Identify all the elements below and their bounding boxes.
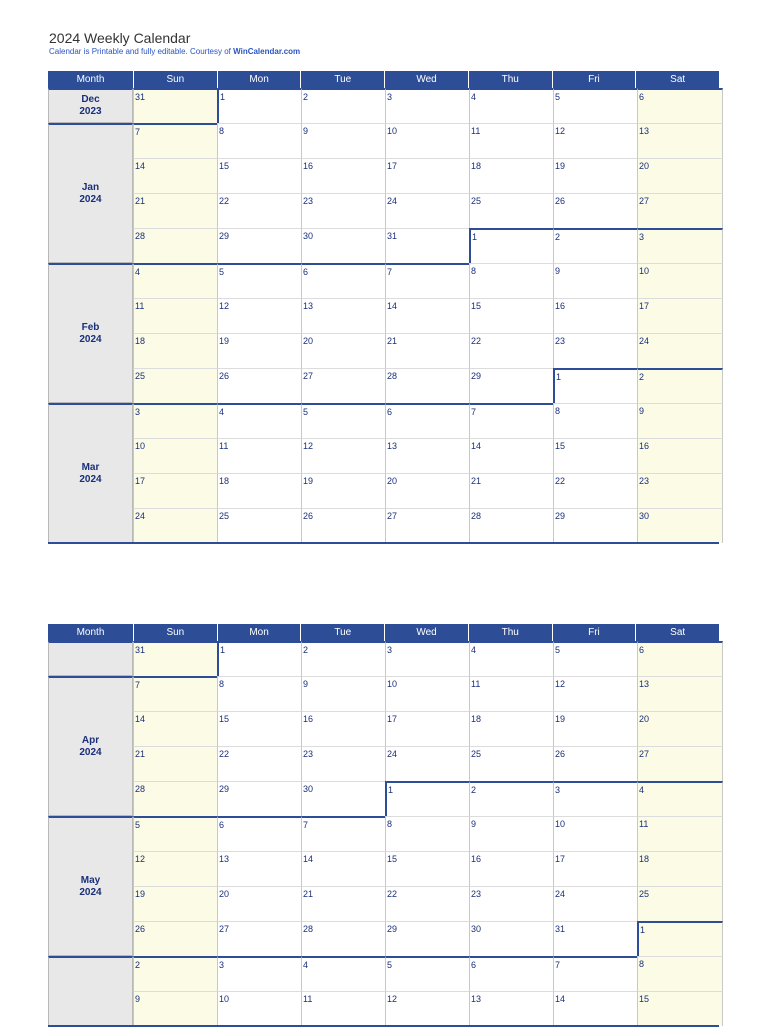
day-cell[interactable]: 8 bbox=[217, 676, 301, 711]
day-cell[interactable]: 28 bbox=[469, 508, 553, 543]
day-cell[interactable]: 29 bbox=[217, 228, 301, 263]
day-cell[interactable]: 23 bbox=[301, 193, 385, 228]
day-cell[interactable]: 8 bbox=[385, 816, 469, 851]
month-year: 2024 bbox=[79, 886, 102, 898]
day-cell[interactable]: 1 bbox=[217, 88, 301, 123]
day-cell[interactable]: 3 bbox=[553, 781, 637, 816]
day-cell[interactable]: 2 bbox=[301, 641, 385, 676]
day-cell[interactable]: 4 bbox=[469, 88, 553, 123]
day-cell[interactable]: 25 bbox=[133, 368, 217, 403]
day-cell[interactable]: 25 bbox=[217, 508, 301, 543]
month-label bbox=[48, 816, 133, 956]
day-cell[interactable]: 12 bbox=[553, 123, 637, 158]
header-thu: Thu bbox=[468, 71, 552, 88]
header-mon: Mon bbox=[217, 624, 301, 641]
day-cell[interactable]: 19 bbox=[217, 333, 301, 368]
day-cell[interactable]: 3 bbox=[133, 403, 217, 438]
day-cell[interactable]: 8 bbox=[553, 403, 637, 438]
day-cell[interactable]: 9 bbox=[637, 403, 723, 438]
day-cell[interactable]: 31 bbox=[133, 641, 217, 676]
day-cell[interactable]: 14 bbox=[301, 851, 385, 886]
day-cell[interactable]: 9 bbox=[469, 816, 553, 851]
day-cell[interactable]: 4 bbox=[301, 956, 385, 991]
day-cell[interactable]: 16 bbox=[637, 438, 723, 473]
day-cell[interactable]: 12 bbox=[301, 438, 385, 473]
day-cell[interactable]: 23 bbox=[469, 886, 553, 921]
month-name: Jan bbox=[81, 181, 100, 193]
page-title: 2024 Weekly Calendar bbox=[49, 30, 191, 46]
header-tue: Tue bbox=[300, 71, 384, 88]
day-cell[interactable]: 29 bbox=[385, 921, 469, 956]
day-cell[interactable]: 30 bbox=[301, 781, 385, 816]
month-label bbox=[48, 88, 133, 123]
header-fri: Fri bbox=[552, 71, 636, 88]
day-cell[interactable]: 13 bbox=[469, 991, 553, 1026]
day-cell[interactable]: 25 bbox=[469, 193, 553, 228]
day-cell[interactable]: 17 bbox=[133, 473, 217, 508]
day-cell[interactable]: 19 bbox=[301, 473, 385, 508]
day-cell[interactable]: 9 bbox=[301, 123, 385, 158]
day-cell[interactable]: 5 bbox=[133, 816, 217, 851]
header-mon: Mon bbox=[217, 71, 301, 88]
month-year: 2024 bbox=[79, 193, 102, 205]
month-label bbox=[48, 641, 133, 676]
calendar-block-q1 bbox=[48, 71, 719, 543]
header-sun: Sun bbox=[133, 624, 217, 641]
day-cell[interactable]: 25 bbox=[637, 886, 723, 921]
day-cell[interactable]: 12 bbox=[385, 991, 469, 1026]
header-tue: Tue bbox=[300, 624, 384, 641]
day-cell[interactable]: 2 bbox=[469, 781, 553, 816]
day-cell[interactable]: 22 bbox=[469, 333, 553, 368]
day-cell[interactable]: 25 bbox=[469, 746, 553, 781]
day-cell[interactable]: 6 bbox=[385, 403, 469, 438]
day-cell[interactable]: 24 bbox=[385, 193, 469, 228]
header-fri: Fri bbox=[552, 624, 636, 641]
day-cell[interactable]: 5 bbox=[553, 641, 637, 676]
month-label bbox=[48, 403, 133, 543]
day-cell[interactable]: 11 bbox=[637, 816, 723, 851]
day-cell[interactable]: 4 bbox=[637, 781, 723, 816]
month-year: 2024 bbox=[79, 473, 102, 485]
header-thu: Thu bbox=[468, 624, 552, 641]
day-cell[interactable]: 19 bbox=[553, 711, 637, 746]
day-cell[interactable]: 10 bbox=[553, 816, 637, 851]
day-cell[interactable]: 26 bbox=[217, 368, 301, 403]
day-cell[interactable]: 18 bbox=[133, 333, 217, 368]
header-sat: Sat bbox=[635, 624, 719, 641]
day-cell[interactable]: 18 bbox=[637, 851, 723, 886]
day-cell[interactable]: 11 bbox=[469, 123, 553, 158]
day-cell[interactable]: 7 bbox=[133, 676, 217, 711]
day-cell[interactable]: 24 bbox=[553, 886, 637, 921]
day-cell[interactable]: 24 bbox=[637, 333, 723, 368]
day-cell[interactable]: 6 bbox=[637, 641, 723, 676]
day-cell[interactable]: 7 bbox=[553, 956, 637, 991]
day-cell[interactable]: 30 bbox=[637, 508, 723, 543]
day-cell[interactable]: 31 bbox=[385, 228, 469, 263]
day-cell[interactable]: 1 bbox=[553, 368, 637, 403]
day-cell[interactable]: 18 bbox=[469, 711, 553, 746]
day-cell[interactable]: 27 bbox=[385, 508, 469, 543]
day-cell[interactable]: 20 bbox=[385, 473, 469, 508]
day-cell[interactable]: 27 bbox=[217, 921, 301, 956]
day-cell[interactable]: 2 bbox=[637, 368, 723, 403]
day-cell[interactable]: 13 bbox=[385, 438, 469, 473]
day-cell[interactable]: 15 bbox=[217, 711, 301, 746]
day-cell[interactable]: 21 bbox=[133, 193, 217, 228]
header-month: Month bbox=[76, 74, 105, 85]
day-cell[interactable]: 22 bbox=[217, 193, 301, 228]
day-cell[interactable]: 5 bbox=[553, 88, 637, 123]
day-cell[interactable]: 8 bbox=[217, 123, 301, 158]
day-cell[interactable]: 9 bbox=[553, 263, 637, 298]
day-cell[interactable]: 18 bbox=[469, 158, 553, 193]
day-cell[interactable]: 1 bbox=[385, 781, 469, 816]
day-cell[interactable]: 6 bbox=[469, 956, 553, 991]
day-cell[interactable]: 18 bbox=[217, 473, 301, 508]
month-name: Feb bbox=[81, 321, 100, 333]
day-cell[interactable]: 3 bbox=[385, 641, 469, 676]
day-cell[interactable]: 21 bbox=[385, 333, 469, 368]
day-cell[interactable]: 16 bbox=[301, 711, 385, 746]
day-cell[interactable]: 20 bbox=[637, 711, 723, 746]
day-cell[interactable]: 23 bbox=[301, 746, 385, 781]
day-cell[interactable]: 24 bbox=[133, 508, 217, 543]
day-cell[interactable]: 11 bbox=[301, 991, 385, 1026]
day-cell[interactable]: 22 bbox=[553, 473, 637, 508]
day-cell[interactable]: 14 bbox=[133, 158, 217, 193]
day-cell[interactable]: 13 bbox=[301, 298, 385, 333]
day-cell[interactable]: 28 bbox=[133, 228, 217, 263]
day-cell[interactable]: 3 bbox=[637, 228, 723, 263]
day-cell[interactable]: 14 bbox=[133, 711, 217, 746]
calendar-grid bbox=[48, 88, 719, 543]
day-cell[interactable]: 6 bbox=[301, 263, 385, 298]
day-cell[interactable]: 14 bbox=[553, 991, 637, 1026]
day-cell[interactable]: 4 bbox=[133, 263, 217, 298]
day-cell[interactable]: 1 bbox=[469, 228, 553, 263]
month-year: 2024 bbox=[79, 746, 102, 758]
month-label bbox=[48, 263, 133, 403]
day-cell[interactable]: 17 bbox=[385, 711, 469, 746]
month-label bbox=[48, 956, 133, 1026]
month-year: 2024 bbox=[79, 333, 102, 345]
day-cell[interactable]: 30 bbox=[469, 921, 553, 956]
day-cell[interactable]: 17 bbox=[637, 298, 723, 333]
month-name: May bbox=[80, 874, 101, 886]
day-cell[interactable]: 19 bbox=[133, 886, 217, 921]
day-cell[interactable]: 15 bbox=[385, 851, 469, 886]
day-cell[interactable]: 12 bbox=[217, 298, 301, 333]
day-cell[interactable]: 3 bbox=[217, 956, 301, 991]
day-cell[interactable]: 23 bbox=[553, 333, 637, 368]
day-cell[interactable]: 2 bbox=[133, 956, 217, 991]
day-cell[interactable]: 20 bbox=[637, 158, 723, 193]
day-cell[interactable]: 10 bbox=[637, 263, 723, 298]
day-cell[interactable]: 12 bbox=[133, 851, 217, 886]
day-cell[interactable]: 26 bbox=[553, 193, 637, 228]
day-cell[interactable]: 7 bbox=[385, 263, 469, 298]
month-label bbox=[48, 676, 133, 816]
day-cell[interactable]: 11 bbox=[133, 298, 217, 333]
month-name: Mar bbox=[81, 461, 100, 473]
day-cell[interactable]: 8 bbox=[469, 263, 553, 298]
day-cell[interactable]: 1 bbox=[217, 641, 301, 676]
day-cell[interactable]: 17 bbox=[553, 851, 637, 886]
day-cell[interactable]: 27 bbox=[301, 368, 385, 403]
day-cell[interactable]: 4 bbox=[217, 403, 301, 438]
day-cell[interactable]: 10 bbox=[385, 123, 469, 158]
day-cell[interactable]: 14 bbox=[385, 298, 469, 333]
month-label bbox=[48, 123, 133, 263]
day-cell[interactable]: 28 bbox=[301, 921, 385, 956]
header-wed: Wed bbox=[384, 624, 468, 641]
grid-bottom-border bbox=[48, 542, 719, 544]
day-cell[interactable]: 17 bbox=[385, 158, 469, 193]
header-sun: Sun bbox=[133, 71, 217, 88]
day-cell[interactable]: 16 bbox=[301, 158, 385, 193]
month-year: 2023 bbox=[79, 106, 102, 117]
day-cell[interactable]: 28 bbox=[133, 781, 217, 816]
day-cell[interactable]: 26 bbox=[133, 921, 217, 956]
day-cell[interactable]: 12 bbox=[553, 676, 637, 711]
page-subtitle bbox=[49, 47, 300, 56]
day-cell[interactable]: 31 bbox=[553, 921, 637, 956]
day-cell[interactable]: 22 bbox=[385, 886, 469, 921]
day-cell[interactable]: 7 bbox=[301, 816, 385, 851]
day-cell[interactable]: 27 bbox=[637, 746, 723, 781]
day-cell[interactable]: 7 bbox=[469, 403, 553, 438]
day-cell[interactable]: 15 bbox=[217, 158, 301, 193]
day-cell[interactable]: 29 bbox=[469, 368, 553, 403]
day-cell[interactable]: 11 bbox=[217, 438, 301, 473]
day-cell[interactable]: 26 bbox=[301, 508, 385, 543]
day-cell[interactable]: 11 bbox=[469, 676, 553, 711]
day-cell[interactable]: 29 bbox=[553, 508, 637, 543]
header-sat: Sat bbox=[635, 71, 719, 88]
wincalendar-link[interactable]: WinCalendar.com bbox=[233, 47, 301, 56]
day-cell[interactable]: 1 bbox=[637, 921, 723, 956]
calendar-block-q2 bbox=[48, 624, 719, 1026]
day-cell[interactable]: 8 bbox=[637, 956, 723, 991]
day-cell[interactable]: 10 bbox=[133, 438, 217, 473]
day-cell[interactable]: 5 bbox=[385, 956, 469, 991]
day-cell[interactable]: 10 bbox=[385, 676, 469, 711]
day-cell[interactable]: 6 bbox=[217, 816, 301, 851]
day-cell[interactable]: 3 bbox=[385, 88, 469, 123]
calendar-header bbox=[48, 624, 719, 641]
month-name: Apr bbox=[81, 734, 100, 746]
day-cell[interactable]: 2 bbox=[301, 88, 385, 123]
day-cell[interactable]: 4 bbox=[469, 641, 553, 676]
day-cell[interactable]: 21 bbox=[133, 746, 217, 781]
day-cell[interactable]: 20 bbox=[217, 886, 301, 921]
day-cell[interactable]: 21 bbox=[301, 886, 385, 921]
calendar-header bbox=[48, 71, 719, 88]
subtitle-text: Calendar is Printable and fully editable. Courtesy of bbox=[49, 47, 234, 56]
day-cell[interactable]: 15 bbox=[637, 991, 723, 1026]
day-cell[interactable]: 2 bbox=[553, 228, 637, 263]
day-cell[interactable]: 20 bbox=[301, 333, 385, 368]
day-cell[interactable]: 16 bbox=[469, 851, 553, 886]
header-month: Month bbox=[76, 627, 105, 638]
day-cell[interactable]: 19 bbox=[553, 158, 637, 193]
day-cell[interactable]: 15 bbox=[553, 438, 637, 473]
day-cell[interactable]: 5 bbox=[301, 403, 385, 438]
day-cell[interactable]: 9 bbox=[301, 676, 385, 711]
day-cell[interactable]: 9 bbox=[133, 991, 217, 1026]
day-cell[interactable]: 7 bbox=[133, 123, 217, 158]
day-cell[interactable]: 24 bbox=[385, 746, 469, 781]
day-cell[interactable]: 13 bbox=[217, 851, 301, 886]
day-cell[interactable]: 31 bbox=[133, 88, 217, 123]
day-cell[interactable]: 23 bbox=[637, 473, 723, 508]
day-cell[interactable]: 28 bbox=[385, 368, 469, 403]
day-cell[interactable]: 26 bbox=[553, 746, 637, 781]
day-cell[interactable]: 22 bbox=[217, 746, 301, 781]
day-cell[interactable]: 13 bbox=[637, 123, 723, 158]
day-cell[interactable]: 10 bbox=[217, 991, 301, 1026]
day-cell[interactable]: 16 bbox=[553, 298, 637, 333]
day-cell[interactable]: 5 bbox=[217, 263, 301, 298]
day-cell[interactable]: 6 bbox=[637, 88, 723, 123]
day-cell[interactable]: 30 bbox=[301, 228, 385, 263]
day-cell[interactable]: 13 bbox=[637, 676, 723, 711]
day-cell[interactable]: 21 bbox=[469, 473, 553, 508]
header-wed: Wed bbox=[384, 71, 468, 88]
day-cell[interactable]: 29 bbox=[217, 781, 301, 816]
day-cell[interactable]: 14 bbox=[469, 438, 553, 473]
calendar-grid bbox=[48, 641, 719, 1026]
month-name: Dec bbox=[81, 94, 100, 105]
day-cell[interactable]: 27 bbox=[637, 193, 723, 228]
day-cell[interactable]: 15 bbox=[469, 298, 553, 333]
